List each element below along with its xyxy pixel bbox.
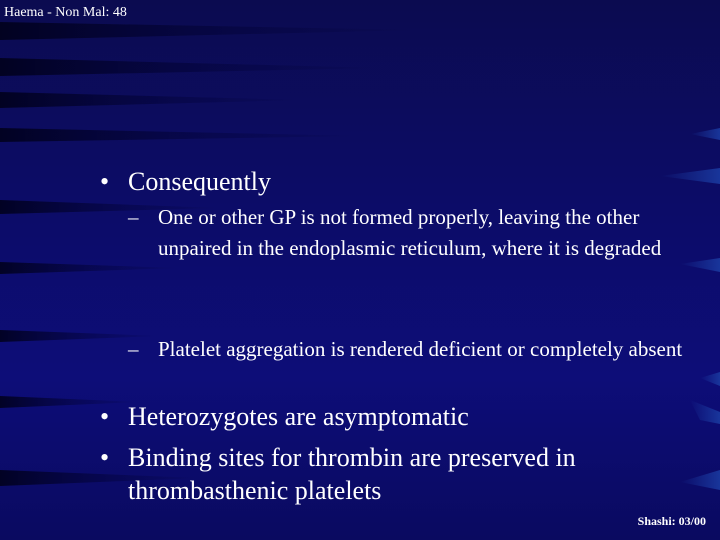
bullet-text: Heterozygotes are asymptomatic [128,402,469,431]
bullet-text: Binding sites for thrombin are preserved in thrombasthenic platelets [128,443,576,505]
bullet-icon: • [100,402,110,431]
bullet-item [100,165,690,198]
bullet-text: Consequently [128,167,271,196]
sub-bullet-item [128,202,698,264]
sub-bullet-text: One or other GP is not formed properly, leaving the other unpaired in the endoplasmic reticulum, where it is degraded [158,205,662,260]
bullet-icon: • [100,443,110,472]
bullet-item [100,400,690,433]
sub-bullet-text: Platelet aggregation is rendered deficient or completely absent [158,337,683,361]
slide-footer: Shashi: 03/00 [637,514,706,528]
dash-icon: – [128,205,139,229]
bullet-icon: • [100,167,110,196]
dash-icon: – [128,337,139,361]
slide-header: Haema - Non Mal: 48 [4,5,127,20]
sub-bullet-item [128,334,698,365]
bullet-item [100,441,690,507]
